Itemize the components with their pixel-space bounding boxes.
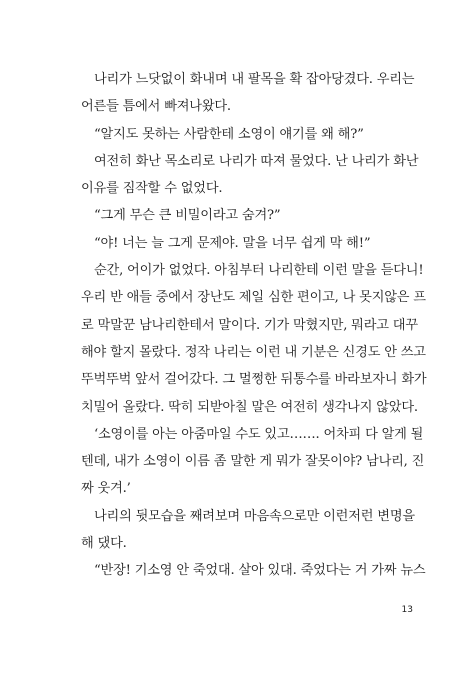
text-line: 이유를 짐작할 수 없었다. [81, 181, 223, 197]
body-text [81, 66, 427, 585]
text-line: “야! 너는 늘 그게 문제야. 말을 너무 쉽게 막 해!” [94, 235, 371, 251]
text-line: ‘소영이를 아는 아줌마일 수도 있고……. 어차피 다 알게 될 [94, 426, 424, 442]
text-line: “그게 무슨 큰 비밀이라고 숨겨?” [94, 208, 281, 224]
text-line: 순간, 어이가 없었다. 아침부터 나리한테 이런 말을 듣다니! [94, 263, 424, 279]
text-line: 텐데, 내가 소영이 이름 좀 말한 게 뭐가 잘못이야? 남나리, 진 [81, 454, 425, 470]
text-line: 우리 반 애들 중에서 장난도 제일 심한 편이고, 나 못지않은 프 [81, 290, 426, 306]
text-line: 짜 웃겨.’ [81, 481, 131, 497]
text-line: 해야 할지 몰랐다. 정작 나리는 이런 내 기분은 신경도 안 쓰고 [81, 344, 426, 360]
text-line: 뚜벅뚜벅 앞서 걸어갔다. 그 멀쩡한 뒤통수를 바라보자니 화가 [81, 372, 427, 388]
text-line: 치밀어 올랐다. 딱히 되받아칠 말은 여전히 생각나지 않았다. [81, 399, 418, 415]
text-line: “알지도 못하는 사람한테 소영이 얘기를 왜 해?” [94, 126, 364, 142]
text-line: 해 댔다. [81, 536, 127, 552]
text-line: “반장! 기소영 안 죽었대. 살아 있대. 죽었다는 거 가짜 뉴스 [94, 563, 426, 579]
page-number: 13 [401, 605, 413, 615]
text-line: 어른들 틈에서 빠져나왔다. [81, 99, 231, 115]
text-line: 로 막말꾼 남나리한테서 말이다. 기가 막혔지만, 뭐라고 대꾸 [81, 317, 418, 333]
text-line: 나리가 느닷없이 화내며 내 팔목을 확 잡아당겼다. 우리는 [94, 72, 415, 87]
text-line: 나리의 뒷모습을 째려보며 마음속으로만 이런저런 변명을 [94, 508, 415, 524]
text-line: 여전히 화난 목소리로 나리가 따져 물었다. 난 나리가 화난 [94, 153, 419, 169]
